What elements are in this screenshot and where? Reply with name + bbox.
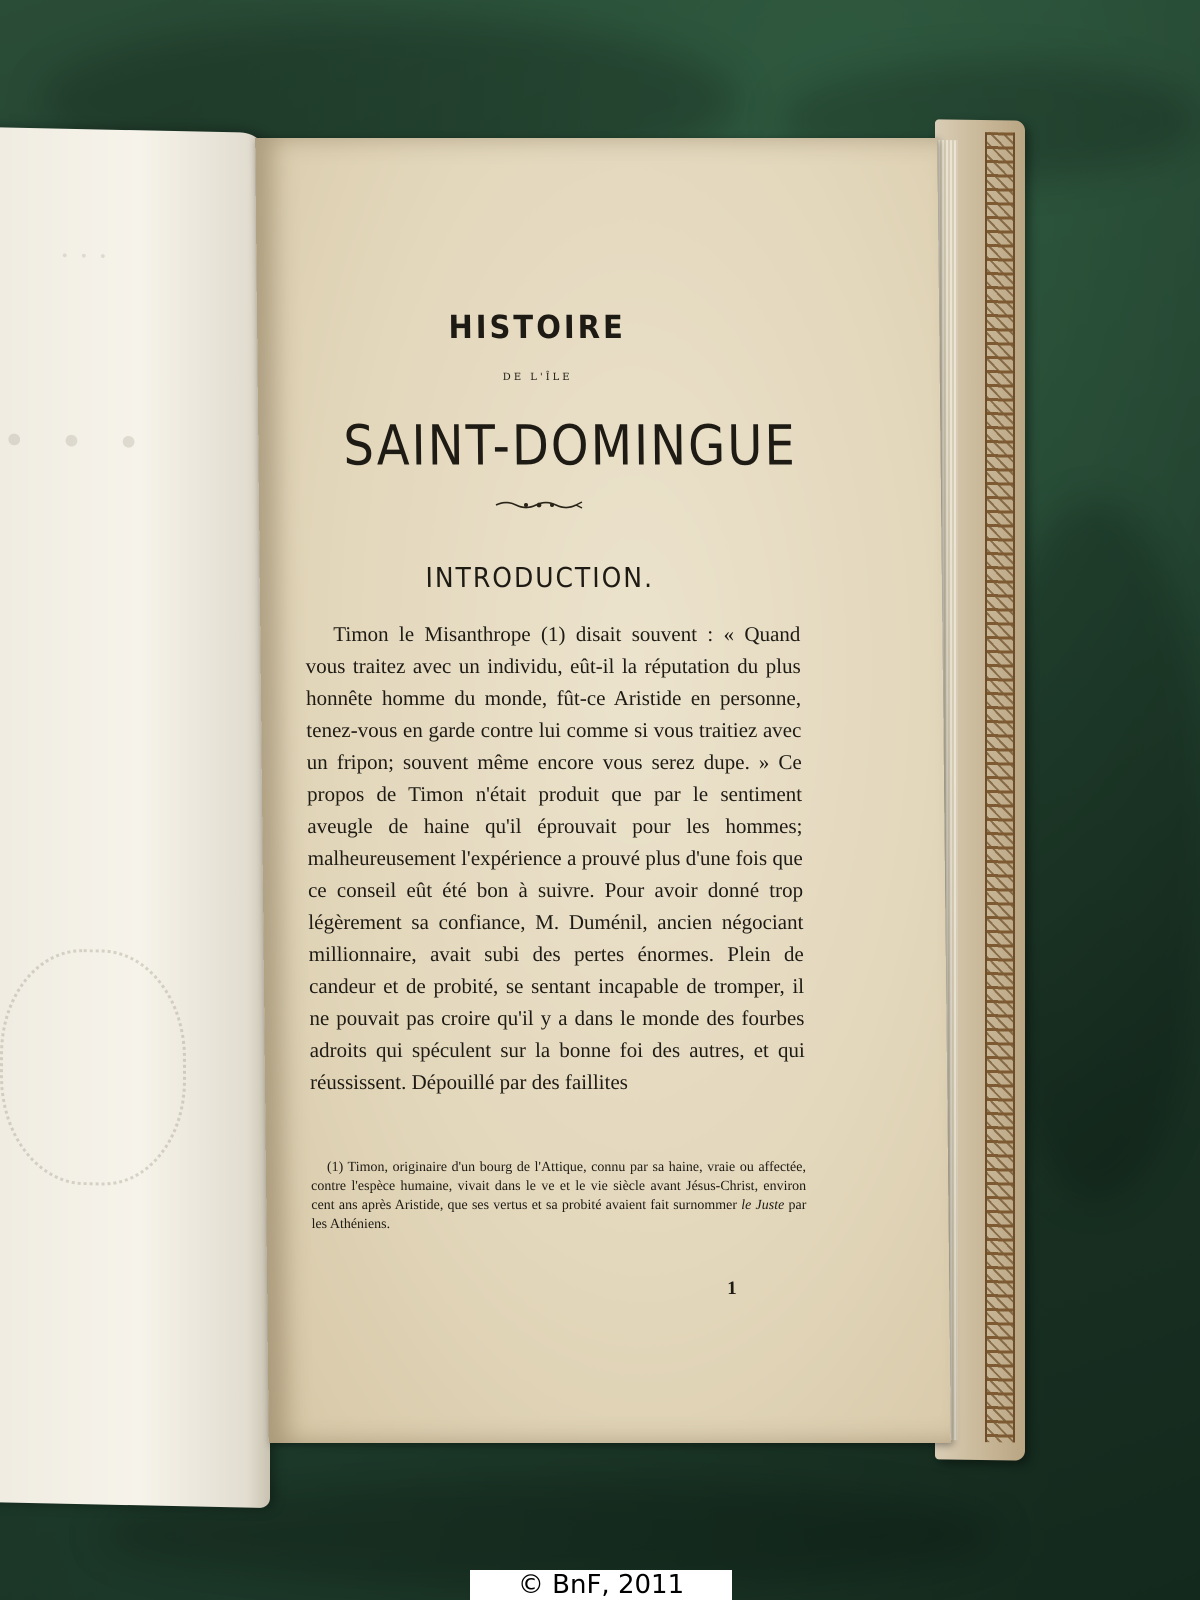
ornamental-border [985, 132, 1015, 1442]
show-through-text: · · · [60, 238, 108, 275]
left-page [0, 127, 270, 1508]
footnote [311, 1158, 807, 1234]
show-through-text: · · · [0, 387, 144, 496]
title-histoire: HISTOIRE [448, 308, 626, 346]
ornament-icon [494, 498, 584, 512]
page-number: 1 [727, 1277, 737, 1299]
footnote-italic: le Juste [741, 1197, 785, 1213]
title-saint-domingue: SAINT-DOMINGUE [343, 413, 798, 479]
right-page [255, 138, 951, 1443]
footnote-text: (1) Timon, originaire d'un bourg de l'Attique, connu par sa haine, vraie ou affectée, contre l'espèce humaine, vivait dans le ve et le vie siècle avant Jésus-Christ, environ cent ans après Aristide, que ses vertus et sa probité avaient fait surnommer [311, 1159, 807, 1213]
body-paragraph: Timon le Misanthrope (1) disait souvent : « Quand vous traitez avec un individu, eût-il la réputation du plus honnête homme du monde, fût-ce Aristide en personne, tenez-vous en garde contre lui comme si vous traitiez avec un fripon; souvent même encore vous serez dupe. » Ce propos de Timon n'était produit que par le sentiment aveugle de haine qu'il éprouvait pour les hommes; malheureusement l'expérience a prouvé plus d'une fois que ce conseil eût été bon à suivre. Pour avoir donné trop légèrement sa confiance, M. Duménil, ancien négociant millionnaire, avait subi des pertes énormes. Plein de candeur et de probité, se sentant incapable de tromper, il ne pouvait pas croire qu'il y a dans le monde des fourbes adroits qui spéculent sur la bonne foi des autres, et qui réussissent. Dépouillé par des faillites [305, 622, 805, 1094]
show-through-emblem [0, 947, 186, 1187]
copyright-credit: © BnF, 2011 [470, 1570, 732, 1600]
title-de-l-ile: DE L'ÎLE [502, 372, 573, 384]
footnote-end: par les Athéniens. [311, 1197, 807, 1232]
chapter-heading: INTRODUCTION. [425, 561, 655, 594]
